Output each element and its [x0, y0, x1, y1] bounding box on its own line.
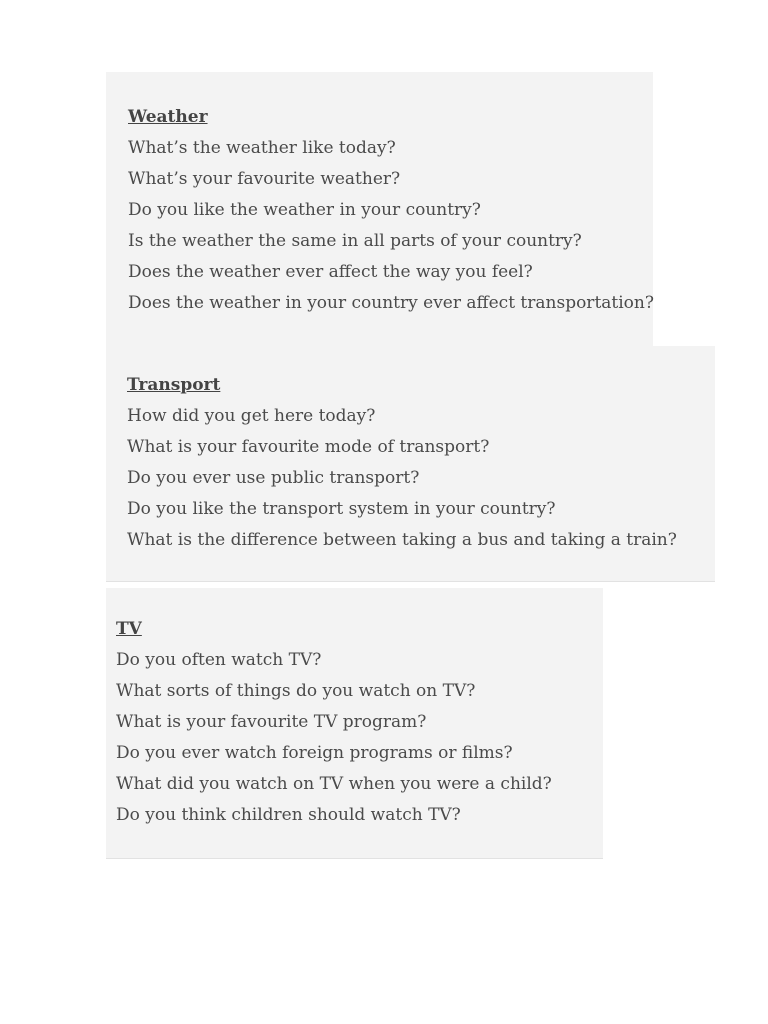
weather-heading: Weather	[128, 107, 208, 127]
tv-content	[116, 614, 552, 831]
transport-section	[106, 346, 715, 582]
weather-question: Is the weather the same in all parts of your country?	[128, 231, 582, 251]
transport-question: What is the difference between taking a bus and taking a train?	[127, 530, 677, 550]
weather-content	[128, 102, 654, 319]
tv-section	[106, 588, 603, 859]
transport-question: Do you ever use public transport?	[127, 468, 420, 488]
weather-question: Does the weather ever affect the way you feel?	[128, 262, 533, 282]
weather-question: Does the weather in your country ever affect transportation?	[128, 293, 654, 313]
weather-question: What’s your favourite weather?	[128, 169, 401, 189]
tv-question: What did you watch on TV when you were a child?	[116, 774, 552, 794]
tv-question: Do you think children should watch TV?	[116, 805, 461, 825]
tv-heading: TV	[116, 619, 142, 639]
tv-question: What sorts of things do you watch on TV?	[116, 681, 476, 701]
weather-question: What’s the weather like today?	[128, 138, 396, 158]
tv-question: Do you often watch TV?	[116, 650, 322, 670]
transport-question: How did you get here today?	[127, 406, 376, 426]
tv-question: What is your favourite TV program?	[116, 712, 427, 732]
transport-question: Do you like the transport system in your country?	[127, 499, 556, 519]
tv-question: Do you ever watch foreign programs or films?	[116, 743, 513, 763]
weather-question: Do you like the weather in your country?	[128, 200, 481, 220]
transport-question: What is your favourite mode of transport?	[127, 437, 490, 457]
transport-heading: Transport	[127, 375, 221, 395]
transport-content	[127, 370, 677, 556]
weather-section	[106, 72, 653, 347]
